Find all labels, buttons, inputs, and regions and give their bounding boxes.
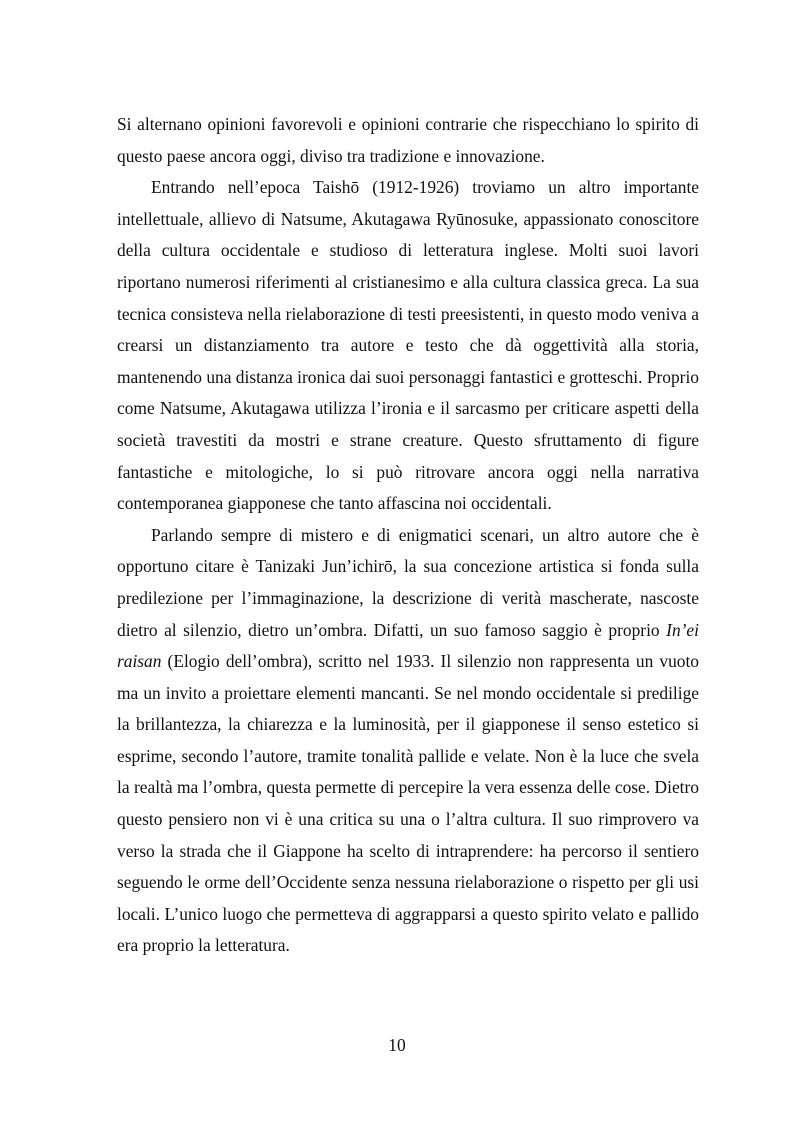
paragraph-1: Si alternano opinioni favorevoli e opinioni contrarie che rispecchiano lo spirito di questo paese ancora oggi, diviso tra tradizione e innovazione.	[117, 114, 699, 166]
paragraph-3	[117, 520, 699, 962]
paragraph-2: Entrando nell’epoca Taishō (1912-1926) troviamo un altro importante intellettuale, allievo di Natsume, Akutagawa Ryūnosuke, appassionato conoscitore della cultura occidentale e studioso di letteratura inglese. Molti suoi lavori riportano numerosi riferimenti al cristianesimo e alla cultura classica greca. La sua tecnica consisteva nella rielaborazione di testi preesistenti, in questo modo veniva a crearsi un distanziamento tra autore e testo che dà oggettività alla storia, mantenendo una distanza ironica dai suoi personaggi fantastici e grotteschi. Proprio come Natsume, Akutagawa utilizza l’ironia e il sarcasmo per criticare aspetti della società travestiti da mostri e strane creature. Questo sfruttamento di figure fantastiche e mitologiche, lo si può ritrovare ancora oggi nella narrativa contemporanea giapponese che tanto affascina noi occidentali.	[117, 177, 699, 514]
essay-title: In’ei raisan	[117, 619, 699, 672]
paragraph-3-text-after: (Elogio dell’ombra), scritto nel 1933. Il silenzio non rappresenta un vuoto ma un invito a proiettare elementi mancanti. Se nel mondo occidentale si predilige la brillantezza, la chiarezza e la luminosità, per il giapponese il senso estetico si esprime, secondo l’autore, tramite tonalità pallide e velate. Non è la luce che svela la realtà ma l’ombra, questa permette di percepire la vera essenza delle cose. Dietro questo pensiero non vi è una critica su una o l’altra cultura. Il suo rimprovero va verso la strada che il Giappone ha scelto di intraprendere: ha percorso il sentiero seguendo le orme dell’Occidente senza nessuna rielaborazione o rispetto per gli usi locali. L’unico luogo che permetteva di aggrapparsi a questo spirito velato e pallido era proprio la letteratura.	[117, 651, 699, 956]
body-text	[117, 109, 699, 962]
page-number: 10	[388, 1035, 406, 1055]
paragraph-3-text-before: Parlando sempre di mistero e di enigmatici scenari, un altro autore che è opportuno citare è Tanizaki Jun’ichirō, la sua concezione artistica si fonda sulla predilezione per l’immaginazione, la descrizione di verità mascherate, nascoste dietro al silenzio, dietro un’ombra. Difatti, un suo famoso saggio è proprio	[117, 524, 699, 640]
